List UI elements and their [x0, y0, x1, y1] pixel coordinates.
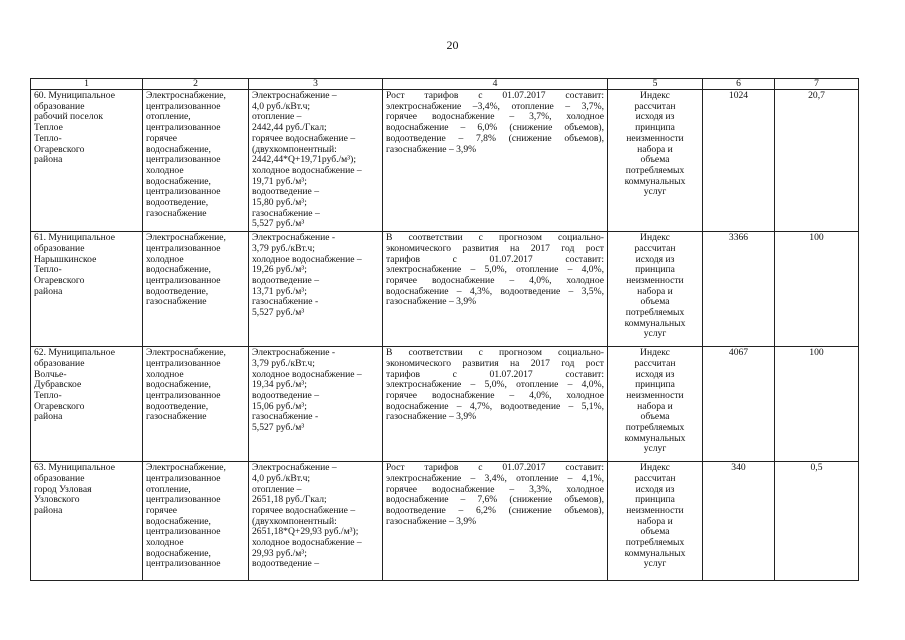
tariffs-list-line: 15,06 руб./м³; — [252, 400, 307, 412]
municipality-name-line: 60. Муниципальное — [34, 90, 115, 101]
index-note-line: Индекс — [640, 90, 670, 101]
services-list-line: холодное — [146, 164, 184, 176]
column-7-value: 20,7 — [775, 90, 859, 232]
index-note-line: рассчитан — [634, 100, 676, 112]
growth-description-line: тарифов с 01.07.2017 составит: — [386, 253, 604, 265]
services-list-line: централизованное — [146, 122, 221, 134]
growth-description-line: электроснабжение – 5,0%, отопление – 4,0%, — [386, 379, 604, 391]
index-note-line: неизменности — [626, 274, 684, 286]
table-body — [31, 90, 859, 581]
growth-description-line: горячее водоснабжение – 3,3%, холодное — [386, 483, 604, 495]
index-note-line: набора и — [637, 143, 673, 155]
municipality-name-line: Тепло- — [34, 132, 62, 144]
services-list-line: централизованное — [146, 526, 221, 538]
growth-description-line: водоснабжение – 6,0% (снижение объемов), — [386, 122, 604, 134]
column-header: 4 — [383, 79, 608, 90]
index-note-line: исходя из — [635, 483, 675, 495]
tariffs-list-line: 2442,44 руб./Гкал; — [252, 122, 327, 134]
index-note-line: потребляемых — [625, 307, 685, 319]
municipality-name — [31, 232, 143, 347]
growth-description-line: водоснабжение – 4,7%, водоотведение – 5,1%, — [386, 400, 604, 412]
index-note-line: Индекс — [640, 232, 670, 244]
index-note-line: Индекс — [640, 462, 670, 474]
services-list-line: водоснабжение, — [146, 515, 211, 527]
index-note-line: услуг — [643, 558, 667, 570]
index-note-line: рассчитан — [634, 472, 676, 484]
column-header: 5 — [608, 79, 703, 90]
tariffs-list-line: 19,71 руб./м³; — [252, 175, 307, 187]
index-note-line: исходя из — [635, 253, 675, 265]
growth-description-line: водоснабжение – 4,3%, водоотведение – 3,5%, — [386, 285, 604, 297]
growth-description-line: водоснабжение – 7,6% (снижение объемов), — [386, 494, 604, 506]
services-list — [143, 347, 249, 462]
services-list-line: Электроснабжение, — [146, 347, 226, 359]
index-note-line: принципа — [635, 494, 675, 506]
services-list-line: водоотведение, — [146, 400, 209, 412]
index-note-line: Индекс — [640, 347, 670, 359]
services-list-line: централизованное — [146, 274, 221, 286]
growth-description — [383, 232, 608, 347]
municipality-name-line: Теплое — [34, 122, 63, 134]
column-7-value: 100 — [775, 232, 859, 347]
column-6-value: 340 — [703, 462, 775, 581]
services-list-line: централизованное — [146, 186, 221, 198]
services-list-line: централизованное — [146, 100, 221, 112]
growth-description-line: электроснабжение – 3,4%, отопление – 4,1%, — [386, 472, 604, 484]
services-list-line: газоснабжение — [146, 411, 207, 423]
index-note-line: объема — [640, 411, 670, 423]
services-list-line: централизованное — [146, 357, 221, 369]
column-number-row — [31, 79, 859, 90]
municipality-name-line: Нарышкинское — [34, 253, 97, 265]
municipality-name-line: района — [34, 411, 63, 423]
column-header: 6 — [703, 79, 775, 90]
page-number: 20 — [446, 38, 459, 52]
municipality-name-line: Огаревского — [34, 274, 85, 286]
index-note-line: объема — [640, 296, 670, 308]
services-list-line: Электроснабжение, — [146, 90, 226, 101]
growth-description-line: Рост тарифов с 01.07.2017 составит: — [386, 90, 604, 101]
tariffs-list-line: 13,71 руб./м³; — [252, 285, 307, 297]
municipality-name — [31, 90, 143, 232]
tariffs-list — [249, 232, 383, 347]
services-list-line: Электроснабжение, — [146, 232, 226, 244]
municipality-name-line: района — [34, 285, 63, 297]
column-header: 7 — [775, 79, 859, 90]
growth-description-line: экономического развития на 2017 год рост — [386, 357, 604, 369]
column-6-value: 1024 — [703, 90, 775, 232]
municipality-name-line: 61. Муниципальное — [34, 232, 115, 244]
index-note-line: набора и — [637, 285, 673, 297]
index-note — [608, 90, 703, 232]
tariffs-list-line: 5,527 руб./м³ — [252, 422, 305, 434]
tariffs-list-line: 3,79 руб./кВт.ч; — [252, 242, 315, 254]
services-list-line: водоснабжение, — [146, 379, 211, 391]
table-row — [31, 232, 859, 347]
index-note-line: объема — [640, 154, 670, 166]
tariffs-list-line: холодное водоснабжение – — [252, 253, 362, 265]
tariffs-list-line: отопление – — [252, 483, 302, 495]
growth-description-line: электроснабжение – 5,0%, отопление – 4,0%, — [386, 264, 604, 276]
municipality-name-line: город Узловая — [34, 483, 92, 495]
column-6-value: 3366 — [703, 232, 775, 347]
services-list-line: отопление, — [146, 111, 191, 123]
growth-description-line: электроснабжение –3,4%, отопление – 3,7%, — [386, 100, 604, 112]
municipality-name-line: образование — [34, 472, 85, 484]
services-list-line: Электроснабжение, — [146, 462, 226, 474]
growth-description-line: водоотведение – 6,2% (снижение объемов), — [386, 504, 604, 516]
table-row — [31, 462, 859, 581]
index-note-line: объема — [640, 526, 670, 538]
growth-description — [383, 347, 608, 462]
services-list-line: водоснабжение, — [146, 143, 211, 155]
index-note-line: потребляемых — [625, 164, 685, 176]
index-note — [608, 462, 703, 581]
index-note-line: услуг — [643, 443, 667, 455]
growth-description-line: горячее водоснабжение – 4,0%, холодное — [386, 389, 604, 401]
index-note — [608, 347, 703, 462]
services-list-line: централизованное — [146, 389, 221, 401]
municipality-name-line: 62. Муниципальное — [34, 347, 115, 359]
tariffs-list-line: водоотведение – — [252, 186, 319, 198]
index-note-line: коммунальных — [624, 432, 686, 444]
index-note-line: коммунальных — [624, 547, 686, 559]
column-7-value: 100 — [775, 347, 859, 462]
index-note-line: исходя из — [635, 111, 675, 123]
tariffs-list-line: 5,527 руб./м³ — [252, 307, 305, 319]
column-7-value: 0,5 — [775, 462, 859, 581]
tariffs-list-line: 29,93 руб./м³; — [252, 547, 307, 559]
tariffs-list-line: 4,0 руб./кВт.ч; — [252, 472, 311, 484]
tariffs-list-line: 2442,44*Q+19,71руб./м³); — [252, 154, 356, 166]
index-note-line: принципа — [635, 264, 675, 276]
growth-description-line: газоснабжение – 3,9% — [386, 411, 477, 423]
services-list-line: холодное — [146, 253, 184, 265]
municipality-name-line: Волчье- — [34, 368, 67, 380]
tariffs-list — [249, 462, 383, 581]
growth-description — [383, 90, 608, 232]
services-list-line: централизованное — [146, 154, 221, 166]
services-list-line: газоснабжение — [146, 296, 207, 308]
index-note-line: услуг — [643, 328, 667, 340]
index-note-line: принципа — [635, 379, 675, 391]
services-list-line: водоснабжение, — [146, 547, 211, 559]
index-note-line: услуг — [643, 186, 667, 198]
growth-description-line: Рост тарифов с 01.07.2017 составит: — [386, 462, 604, 474]
tariffs-list-line: отопление – — [252, 111, 302, 123]
tariffs-list-line: 19,26 руб./м³; — [252, 264, 307, 276]
tariffs-list-line: горячее водоснабжение – — [252, 132, 356, 144]
tariffs-list-line: 4,0 руб./кВт.ч; — [252, 100, 311, 112]
tariffs-list-line: 19,34 руб./м³; — [252, 379, 307, 391]
tariffs-list-line: холодное водоснабжение – — [252, 537, 362, 549]
growth-description-line: горячее водоснабжение – 3,7%, холодное — [386, 111, 604, 123]
index-note-line: принципа — [635, 122, 675, 134]
index-note-line: потребляемых — [625, 537, 685, 549]
municipality-name-line: Дубравское — [34, 379, 82, 391]
tariffs-list-line: 5,527 руб./м³ — [252, 218, 305, 230]
municipality-name-line: Тепло- — [34, 389, 62, 401]
tariffs-list-line: холодное водоснабжение – — [252, 164, 362, 176]
municipality-name-line: Узловского — [34, 494, 80, 506]
tariffs-list-line: газоснабжение - — [252, 296, 319, 308]
tariffs-list-line: Электроснабжение - — [252, 347, 336, 359]
tariffs-list-line: 15,80 руб./м³; — [252, 197, 307, 209]
tariffs-list — [249, 347, 383, 462]
tariffs-list-line: Электроснабжение – — [252, 462, 337, 474]
growth-description-line: В соответствии с прогнозом социально- — [386, 232, 604, 244]
tariffs-list-line: Электроснабжение - — [252, 232, 336, 244]
index-note-line: исходя из — [635, 368, 675, 380]
index-note-line: коммунальных — [624, 317, 686, 329]
services-list-line: водоснабжение, — [146, 175, 211, 187]
tariffs-list — [249, 90, 383, 232]
tariffs-list-line: 2651,18*Q+29,93 руб./м³); — [252, 526, 359, 538]
municipality-name-line: образование — [34, 100, 85, 112]
services-list — [143, 90, 249, 232]
municipality-name — [31, 347, 143, 462]
tariffs-list-line: водоотведение – — [252, 274, 319, 286]
index-note-line: неизменности — [626, 132, 684, 144]
municipality-name-line: Тепло- — [34, 264, 62, 276]
index-note-line: потребляемых — [625, 422, 685, 434]
tariffs-list-line: газоснабжение – — [252, 207, 320, 219]
index-note-line: набора и — [637, 400, 673, 412]
municipality-name-line: Огаревского — [34, 400, 85, 412]
services-list-line: отопление, — [146, 483, 191, 495]
index-note — [608, 232, 703, 347]
services-list-line: холодное — [146, 368, 184, 380]
services-list-line: централизованное — [146, 558, 221, 570]
tariff-table — [30, 78, 859, 581]
tariffs-list-line: водоотведение – — [252, 558, 319, 570]
column-header: 3 — [249, 79, 383, 90]
municipality-name-line: района — [34, 154, 63, 166]
table-row — [31, 90, 859, 232]
services-list-line: водоотведение, — [146, 285, 209, 297]
municipality-name-line: Огаревского — [34, 143, 85, 155]
index-note-line: набора и — [637, 515, 673, 527]
table-row — [31, 347, 859, 462]
growth-description-line: экономического развития на 2017 год рост — [386, 242, 604, 254]
services-list-line: централизованное — [146, 472, 221, 484]
growth-description — [383, 462, 608, 581]
index-note-line: рассчитан — [634, 242, 676, 254]
services-list-line: централизованное — [146, 494, 221, 506]
services-list-line: горячее — [146, 132, 178, 144]
tariffs-list-line: 3,79 руб./кВт.ч; — [252, 357, 315, 369]
index-note-line: рассчитан — [634, 357, 676, 369]
municipality-name-line: 63. Муниципальное — [34, 462, 115, 474]
services-list-line: холодное — [146, 537, 184, 549]
municipality-name-line: рабочий поселок — [34, 111, 104, 123]
municipality-name-line: образование — [34, 242, 85, 254]
growth-description-line: тарифов с 01.07.2017 составит: — [386, 368, 604, 380]
services-list-line: водоснабжение, — [146, 264, 211, 276]
tariffs-list-line: холодное водоснабжение – — [252, 368, 362, 380]
growth-description-line: водоотведение – 7,8% (снижение объемов), — [386, 132, 604, 144]
growth-description-line: газоснабжение – 3,9% — [386, 143, 477, 155]
services-list-line: газоснабжение — [146, 207, 207, 219]
column-header: 2 — [143, 79, 249, 90]
services-list — [143, 232, 249, 347]
tariffs-list-line: газоснабжение - — [252, 411, 319, 423]
growth-description-line: газоснабжение – 3,9% — [386, 515, 477, 527]
tariffs-list-line: (двухкомпонентный: — [252, 143, 337, 155]
index-note-line: неизменности — [626, 504, 684, 516]
tariffs-list-line: горячее водоснабжение – — [252, 504, 356, 516]
services-list-line: водоотведение, — [146, 197, 209, 209]
column-6-value: 4067 — [703, 347, 775, 462]
municipality-name-line: района — [34, 504, 63, 516]
index-note-line: неизменности — [626, 389, 684, 401]
tariffs-list-line: 2651,18 руб./Гкал; — [252, 494, 327, 506]
tariffs-list-line: водоотведение – — [252, 389, 319, 401]
growth-description-line: газоснабжение – 3,9% — [386, 296, 477, 308]
services-list-line: горячее — [146, 504, 178, 516]
municipality-name — [31, 462, 143, 581]
growth-description-line: горячее водоснабжение – 4,0%, холодное — [386, 274, 604, 286]
services-list-line: централизованное — [146, 242, 221, 254]
tariffs-list-line: Электроснабжение – — [252, 90, 337, 101]
column-header: 1 — [31, 79, 143, 90]
municipality-name-line: образование — [34, 357, 85, 369]
tariffs-list-line: (двухкомпонентный: — [252, 515, 337, 527]
index-note-line: коммунальных — [624, 175, 686, 187]
services-list — [143, 462, 249, 581]
growth-description-line: В соответствии с прогнозом социально- — [386, 347, 604, 359]
